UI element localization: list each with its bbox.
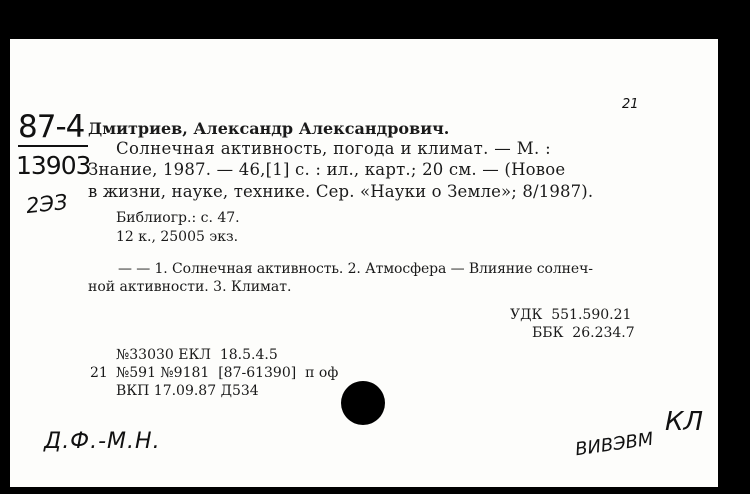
handwritten-degree: Д.Ф.-М.Н. <box>44 429 161 454</box>
corner-mark: 21 <box>622 97 639 112</box>
bbk-index: ББК 26.234.7 <box>532 325 635 341</box>
accession-prefix: 21 <box>90 365 108 381</box>
note-copies: 12 к., 25005 экз. <box>116 229 239 245</box>
author-heading: Дмитриев, Александр Александрович. <box>88 119 450 138</box>
call-number-line2: 13903 <box>16 151 91 180</box>
handwritten-code: ВИВЭВМ <box>573 428 655 461</box>
handwritten-initials: КЛ <box>665 407 704 437</box>
note-bibliography: Библиогр.: с. 47. <box>116 210 240 226</box>
subject-line-1: — — 1. Солнечная активность. 2. Атмосфера — Влияние солнеч- <box>118 261 593 277</box>
body-line-3: в жизни, науке, технике. Сер. «Науки о Земле»; 8/1987). <box>88 182 594 201</box>
accession-line-2: №591 №9181 [87-61390] п оф <box>116 365 339 381</box>
body-line-1: Солнечная активность, погода и климат. — М. : <box>116 139 552 158</box>
udk-index: УДК 551.590.21 <box>510 307 632 323</box>
ink-blot <box>341 381 385 425</box>
call-number-line3: 2ЭЗ <box>24 189 69 219</box>
accession-line-1: №33030 ЕКЛ 18.5.4.5 <box>116 347 278 363</box>
subject-line-2: ной активности. 3. Климат. <box>88 279 292 295</box>
accession-line-3: ВКП 17.09.87 Д534 <box>116 383 259 399</box>
call-number-line1: 87-4 <box>18 109 85 145</box>
call-number-underline <box>18 145 88 147</box>
body-line-2: Знание, 1987. — 46,[1] с. : ил., карт.; 20 см. — (Новое <box>88 160 566 179</box>
